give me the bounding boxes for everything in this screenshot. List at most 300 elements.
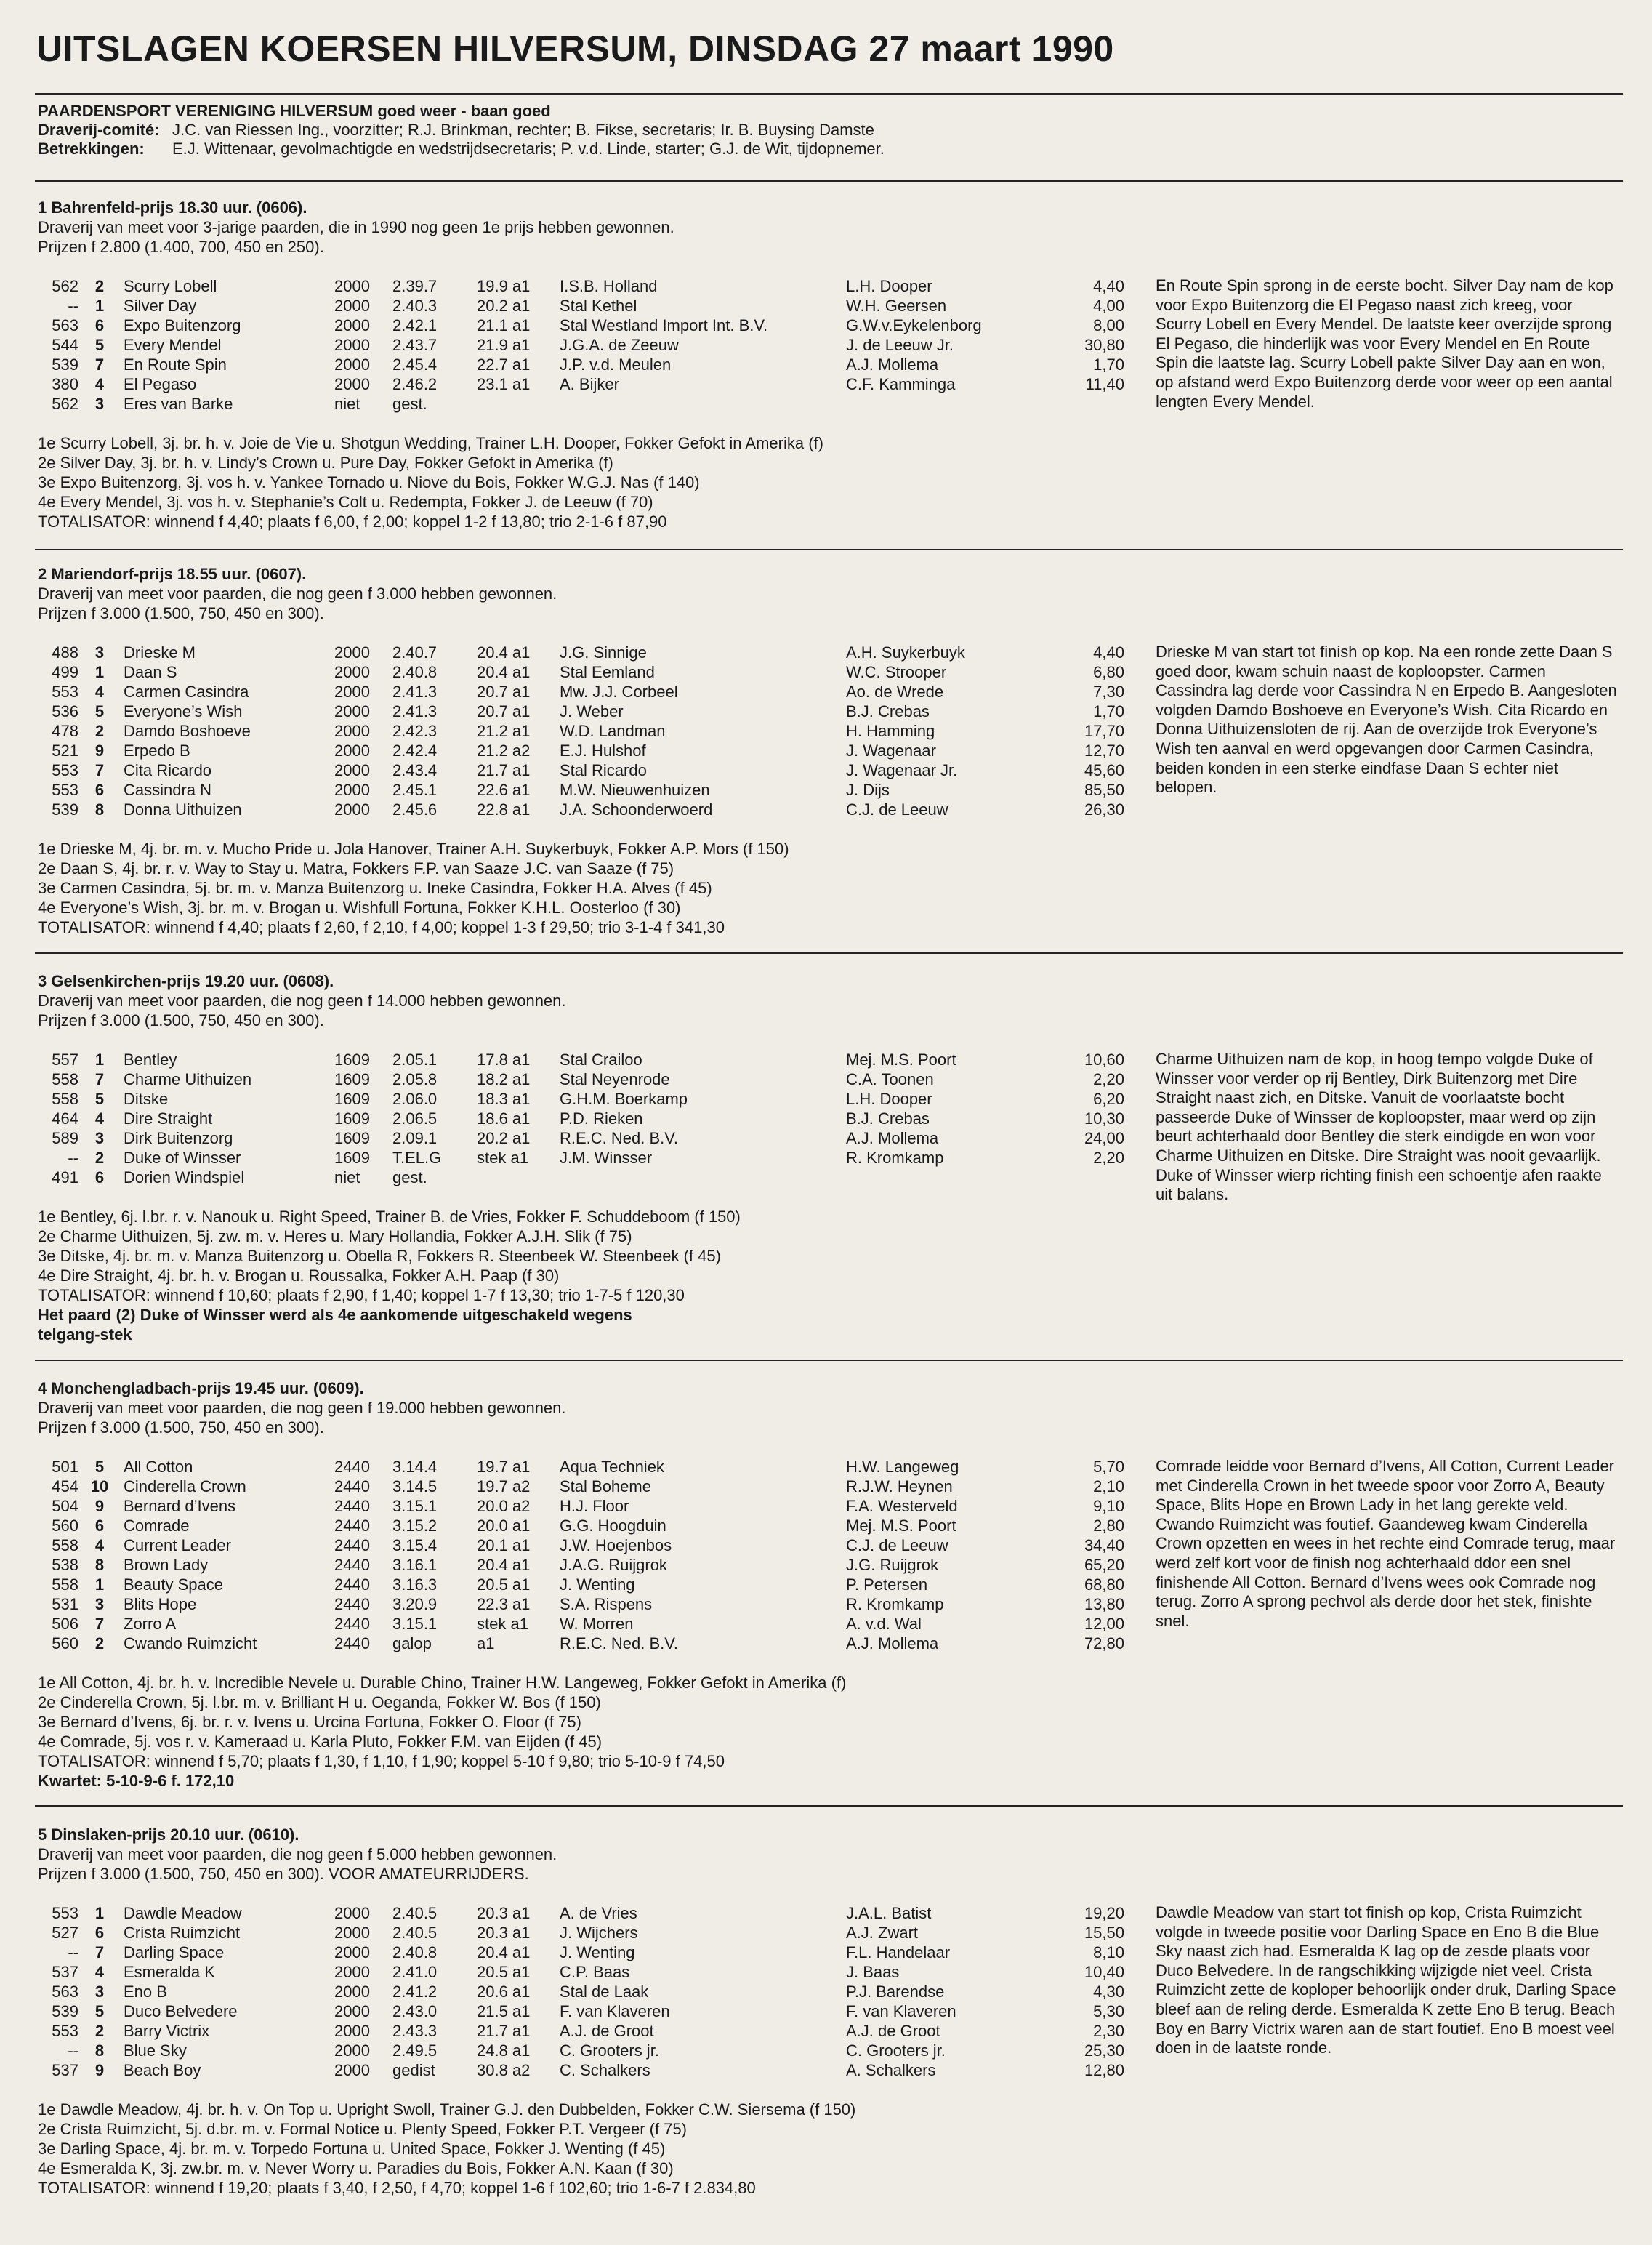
entry-owner: R.E.C. Ned. B.V.: [560, 1129, 679, 1147]
entry-prev: 558: [52, 1090, 78, 1108]
entry-driver: H. Hamming: [846, 722, 935, 740]
entry-odds: 6,80: [1093, 663, 1124, 681]
entry-name: Blue Sky: [124, 2041, 187, 2060]
entry-name: Bentley: [124, 1051, 177, 1069]
entry-time: 2.40.3: [392, 297, 438, 315]
entry-row: [38, 2060, 1622, 2080]
entry-dist: 1609: [334, 1070, 370, 1088]
entry-prev: 563: [52, 316, 78, 334]
entry-time: 2.41.3: [392, 702, 438, 720]
entry-time: 3.15.4: [392, 1536, 438, 1554]
entry-red: 20.2 a1: [477, 1129, 531, 1147]
entry-dist: 2000: [334, 643, 370, 662]
race-description: Draverij van meet voor paarden, die nog geen f 19.000 hebben gewonnen.: [38, 1399, 566, 1417]
race-prizes: Prijzen f 3.000 (1.500, 750, 450 en 300).: [38, 1011, 324, 1029]
entry-red: 20.3 a1: [477, 1904, 531, 1922]
entry-red: 20.0 a1: [477, 1517, 531, 1535]
notice-line: telgang-stek: [38, 1325, 132, 1344]
entry-driver: J. Baas: [846, 1963, 900, 1981]
entry-row: [38, 1634, 1622, 1653]
entry-name: Crista Ruimzicht: [124, 1924, 241, 1942]
entry-driver: R. Kromkamp: [846, 1595, 944, 1613]
entry-prev: 539: [52, 356, 78, 374]
entry-time: 3.16.3: [392, 1575, 438, 1594]
entry-name: Everyone’s Wish: [124, 702, 243, 720]
entry-dist: 2000: [334, 683, 370, 701]
entry-no: 5: [94, 336, 105, 354]
race-title: 5 Dinslaken-prijs 20.10 uur. (0610).: [38, 1826, 299, 1844]
entry-name: Drieske M: [124, 643, 196, 662]
entry-no: 4: [94, 375, 105, 393]
entries-table: [38, 643, 1622, 819]
entry-odds: 85,50: [1084, 781, 1124, 799]
entry-red: 18.3 a1: [477, 1090, 531, 1108]
race-5: [38, 1825, 1622, 2198]
meeting-organizer: PAARDENSPORT VERENIGING HILVERSUM goed weer - baan goed: [38, 102, 551, 120]
entry-red: 20.5 a1: [477, 1575, 531, 1594]
entry-owner: J.G.A. de Zeeuw: [560, 336, 679, 354]
entry-no: 10: [90, 1477, 109, 1495]
entry-owner: Stal Eemland: [560, 663, 655, 681]
entry-owner: J.P. v.d. Meulen: [560, 356, 672, 374]
entry-dist: 2000: [334, 2002, 370, 2020]
entry-name: Blits Hope: [124, 1595, 197, 1613]
entry-dist: niet: [334, 395, 360, 413]
entry-dist: 2000: [334, 277, 370, 295]
entry-time: 2.42.4: [392, 742, 438, 760]
entry-prev: 504: [52, 1497, 78, 1515]
divider: [35, 1805, 1623, 1807]
entry-driver: A.J. Mollema: [846, 356, 939, 374]
entry-odds: 5,70: [1093, 1458, 1124, 1476]
entry-owner: Mw. J.J. Corbeel: [560, 683, 678, 701]
race-prizes: Prijzen f 3.000 (1.500, 750, 450 en 300).: [38, 1418, 324, 1437]
entry-owner: Stal Ricardo: [560, 761, 647, 779]
entry-driver: A.J. Mollema: [846, 1634, 939, 1652]
entry-prev: 506: [52, 1615, 78, 1633]
entry-red: 21.2 a1: [477, 722, 531, 740]
entry-red: 20.5 a1: [477, 1963, 531, 1981]
entry-owner: W.D. Landman: [560, 722, 666, 740]
entry-odds: 12,70: [1084, 742, 1124, 760]
entry-owner: G.H.M. Boerkamp: [560, 1090, 688, 1108]
entry-odds: 1,70: [1093, 356, 1124, 374]
entry-driver: B.J. Crebas: [846, 1109, 930, 1128]
entry-red: 19.9 a1: [477, 277, 531, 295]
placing-line: 1e Dawdle Meadow, 4j. br. h. v. On Top u. Upright Swoll, Trainer G.J. den Dubbelden, Fokker C.W. Siersema (f 150): [38, 2100, 856, 2119]
entry-no: 8: [94, 800, 105, 819]
entry-odds: 34,40: [1084, 1536, 1124, 1554]
entry-red: stek a1: [477, 1615, 528, 1633]
entry-owner: Stal Kethel: [560, 297, 637, 315]
entry-owner: Stal Crailoo: [560, 1051, 642, 1069]
entry-odds: 4,40: [1093, 643, 1124, 662]
entry-time: 2.06.0: [392, 1090, 438, 1108]
entry-red: 20.7 a1: [477, 702, 531, 720]
entry-driver: Mej. M.S. Poort: [846, 1051, 956, 1069]
entry-dist: 2000: [334, 1924, 370, 1942]
entry-name: Duco Belvedere: [124, 2002, 238, 2020]
entry-prev: --: [68, 1149, 78, 1167]
entry-time: 3.15.1: [392, 1615, 438, 1633]
entry-odds: 8,10: [1093, 1943, 1124, 1961]
entry-name: Duke of Winsser: [124, 1149, 241, 1167]
entry-time: 2.40.8: [392, 1943, 438, 1961]
entry-dist: 2000: [334, 375, 370, 393]
entry-driver: G.W.v.Eykelenborg: [846, 316, 982, 334]
entry-driver: R.J.W. Heynen: [846, 1477, 953, 1495]
entry-dist: 2000: [334, 702, 370, 720]
entry-owner: P.D. Rieken: [560, 1109, 643, 1128]
entry-prev: 553: [52, 781, 78, 799]
entry-owner: G.G. Hoogduin: [560, 1517, 666, 1535]
entry-name: Donna Uithuizen: [124, 800, 242, 819]
entry-odds: 1,70: [1093, 702, 1124, 720]
entry-no: 6: [94, 1517, 105, 1535]
entry-no: 9: [94, 742, 105, 760]
comite-text: J.C. van Riessen Ing., voorzitter; R.J. Brinkman, rechter; B. Fikse, secretaris; Ir. B. Buysing Damste: [172, 121, 874, 139]
entry-red: 21.1 a1: [477, 316, 531, 334]
comite-line: [38, 121, 885, 140]
entry-odds: 9,10: [1093, 1497, 1124, 1515]
entry-no: 2: [94, 1149, 105, 1167]
placing-line: 3e Darling Space, 4j. br. m. v. Torpedo Fortuna u. United Space, Fokker J. Wenting (f 45): [38, 2140, 666, 2158]
entry-no: 5: [94, 2002, 105, 2020]
entry-time: 3.15.1: [392, 1497, 438, 1515]
entry-no: 1: [94, 297, 105, 315]
entry-dist: 2440: [334, 1595, 370, 1613]
entry-red: 22.6 a1: [477, 781, 531, 799]
entry-no: 2: [94, 2022, 105, 2040]
entry-odds: 2,80: [1093, 1517, 1124, 1535]
placing-line: 4e Comrade, 5j. vos r. v. Kameraad u. Karla Pluto, Fokker F.M. van Eijden (f 45): [38, 1732, 603, 1751]
race-commentary: Comrade leidde voor Bernard d’Ivens, All Cotton, Current Leader met Cinderella Crown in het tweede spoor voor Zorro A, Beauty Space, Blits Hope en Brown Lady in het lang gerekte veld. Cwando Ruimzicht was foutief. Gaandeweg kwam Cinderella Crown opzetten en wees in het rechte eind Comrade terug, maar werd zelf kort voor de finish nog achterhaald ddor een snel finishende All Cotton. Bernard d’Ivens wees ook Comrade nog terug. Zorro A sprong pechvol als derde door het stek, finishte snel.: [1156, 1457, 1616, 1630]
entry-name: Cwando Ruimzicht: [124, 1634, 257, 1652]
entry-owner: Aqua Techniek: [560, 1458, 664, 1476]
entry-owner: J.G. Sinnige: [560, 643, 647, 662]
entry-no: 4: [94, 1109, 105, 1128]
entry-driver: A.J. Mollema: [846, 1129, 939, 1147]
entry-odds: 2,20: [1093, 1070, 1124, 1088]
entry-no: 2: [94, 722, 105, 740]
placing-line: 2e Silver Day, 3j. br. h. v. Lindy’s Crown u. Pure Day, Fokker Gefokt in Amerika (f): [38, 454, 613, 472]
entry-no: 5: [94, 702, 105, 720]
entry-time: 3.14.5: [392, 1477, 438, 1495]
entry-name: Barry Victrix: [124, 2022, 210, 2040]
divider: [35, 1360, 1623, 1361]
entry-name: Eres van Barke: [124, 395, 233, 413]
entry-time: 2.43.4: [392, 761, 438, 779]
entry-no: 1: [94, 1575, 105, 1594]
betrekkingen-label: Betrekkingen:: [38, 140, 145, 158]
race-title: 3 Gelsenkirchen-prijs 19.20 uur. (0608).: [38, 972, 334, 990]
entry-red: 23.1 a1: [477, 375, 531, 393]
entry-red: 19.7 a1: [477, 1458, 531, 1476]
entry-time: 2.40.5: [392, 1924, 438, 1942]
entry-driver: A. v.d. Wal: [846, 1615, 922, 1633]
entry-owner: J.W. Hoejenbos: [560, 1536, 672, 1554]
entry-dist: 2000: [334, 297, 370, 315]
entry-dist: 2440: [334, 1575, 370, 1594]
entry-no: 2: [94, 277, 105, 295]
entry-time: 2.49.5: [392, 2041, 438, 2060]
race-4: [38, 1378, 1622, 1791]
entry-name: Eno B: [124, 1983, 167, 2001]
placing-line: TOTALISATOR: winnend f 4,40; plaats f 6,00, f 2,00; koppel 1-2 f 13,80; trio 2-1-6 f 87,90: [38, 513, 667, 531]
entry-dist: 2000: [334, 781, 370, 799]
entry-prev: 501: [52, 1458, 78, 1476]
entry-dist: 1609: [334, 1129, 370, 1147]
entry-owner: A. de Vries: [560, 1904, 637, 1922]
entry-driver: W.H. Geersen: [846, 297, 947, 315]
entry-odds: 12,00: [1084, 1615, 1124, 1633]
entry-prev: 491: [52, 1168, 78, 1186]
entry-prev: 539: [52, 800, 78, 819]
entry-time: gest.: [392, 395, 427, 413]
entry-owner: H.J. Floor: [560, 1497, 629, 1515]
entry-time: 2.45.1: [392, 781, 438, 799]
entry-odds: 68,80: [1084, 1575, 1124, 1594]
entry-red: 18.6 a1: [477, 1109, 531, 1128]
race-description: Draverij van meet voor paarden, die nog geen f 3.000 hebben gewonnen.: [38, 585, 557, 603]
placing-line: 4e Every Mendel, 3j. vos h. v. Stephanie’s Colt u. Redempta, Fokker J. de Leeuw (f 70): [38, 493, 653, 511]
race-prizes: Prijzen f 3.000 (1.500, 750, 450 en 300). VOOR AMATEURRIJDERS.: [38, 1865, 529, 1883]
entry-prev: 521: [52, 742, 78, 760]
entry-prev: 527: [52, 1924, 78, 1942]
entry-dist: 2000: [334, 336, 370, 354]
placing-line: 1e Scurry Lobell, 3j. br. h. v. Joie de Vie u. Shotgun Wedding, Trainer L.H. Dooper, Fokker Gefokt in Amerika (f): [38, 434, 823, 452]
entry-driver: A.J. Zwart: [846, 1924, 919, 1942]
entry-owner: C.P. Baas: [560, 1963, 630, 1981]
entry-owner: A.J. de Groot: [560, 2022, 654, 2040]
race-commentary: Drieske M van start tot finish op kop. Na een ronde zette Daan S goed door, kwam schuin naast de koploopster. Carmen Cassindra lag derde voor Cassindra N en Erpedo B. Aangesloten volgden Damdo Boshoeve en Everyone’s Wish. Cita Ricardo en Donna Uithuizensloten de rij. Aan de overzijde trok Everyone’s Wish ten aanval en werd opgevangen door Carmen Casindra, beiden konden in een sterke eindfase Daan S echter niet belopen.: [1156, 643, 1617, 797]
entry-odds: 4,40: [1093, 277, 1124, 295]
placings-block: [38, 1673, 1622, 1791]
entry-time: 3.16.1: [392, 1556, 438, 1574]
race-commentary: Charme Uithuizen nam de kop, in hoog tempo volgde Duke of Winsser voor verder op rij Bentley, Dirk Buitenzorg met Dire Straight naast zich, en Ditske. Vanuit de voorlaatste bocht passeerde Duke of Winsser de koploopster, maar werd op zijn beurt achterhaald door Bentley die sterk eindigde en won voor Charme Uithuizen en Ditske. Dire Straight was nooit gevaarlijk. Duke of Winsser wierp richting finish een schoentje afen raakte uit balans.: [1156, 1050, 1602, 1204]
entry-name: Cassindra N: [124, 781, 212, 799]
entry-driver: Mej. M.S. Poort: [846, 1517, 956, 1535]
entry-no: 3: [94, 395, 105, 413]
entry-prev: 380: [52, 375, 78, 393]
entry-dist: 1609: [334, 1090, 370, 1108]
placing-line: 3e Bernard d’Ivens, 6j. br. r. v. Ivens u. Urcina Fortuna, Fokker O. Floor (f 75): [38, 1713, 581, 1731]
entry-time: 2.06.5: [392, 1109, 438, 1128]
entry-odds: 2,10: [1093, 1477, 1124, 1495]
entry-owner: J.A.G. Ruijgrok: [560, 1556, 667, 1574]
entry-red: 20.4 a1: [477, 1556, 531, 1574]
entry-red: 30.8 a2: [477, 2061, 531, 2079]
entry-odds: 26,30: [1084, 800, 1124, 819]
entry-dist: 2000: [334, 1983, 370, 2001]
entry-name: Expo Buitenzorg: [124, 316, 241, 334]
entry-time: 2.05.1: [392, 1051, 438, 1069]
race-3: [38, 971, 1622, 1344]
entry-name: Beauty Space: [124, 1575, 223, 1594]
entry-dist: 1609: [334, 1149, 370, 1167]
placing-line: 3e Expo Buitenzorg, 3j. vos h. v. Yankee Tornado u. Niove du Bois, Fokker W.G.J. Nas (f 140): [38, 473, 700, 491]
entry-prev: 562: [52, 395, 78, 413]
entry-dist: 2000: [334, 663, 370, 681]
entry-name: Cita Ricardo: [124, 761, 212, 779]
entry-owner: C. Schalkers: [560, 2061, 650, 2079]
race-title: 1 Bahrenfeld-prijs 18.30 uur. (0606).: [38, 198, 307, 217]
entry-driver: A.J. de Groot: [846, 2022, 940, 2040]
placing-line: TOTALISATOR: winnend f 19,20; plaats f 3,40, f 2,50, f 4,70; koppel 1-6 f 102,60; trio 1-6-7 f 2.834,80: [38, 2179, 756, 2197]
entry-prev: 562: [52, 277, 78, 295]
entry-no: 1: [94, 1904, 105, 1922]
placing-line: 1e Bentley, 6j. l.br. r. v. Nanouk u. Right Speed, Trainer B. de Vries, Fokker F. Schuddeboom (f 150): [38, 1208, 741, 1226]
race-prizes: Prijzen f 3.000 (1.500, 750, 450 en 300).: [38, 604, 324, 622]
entry-no: 2: [94, 1634, 105, 1652]
entry-red: 20.2 a1: [477, 297, 531, 315]
entry-odds: 11,40: [1085, 375, 1124, 393]
entry-name: Zorro A: [124, 1615, 177, 1633]
entry-red: 20.3 a1: [477, 1924, 531, 1942]
entry-dist: 2440: [334, 1517, 370, 1535]
entry-owner: Stal Neyenrode: [560, 1070, 670, 1088]
entry-dist: 2440: [334, 1477, 370, 1495]
entry-dist: 2000: [334, 2061, 370, 2079]
entry-odds: 7,30: [1093, 683, 1124, 701]
entry-name: All Cotton: [124, 1458, 193, 1476]
entry-name: Dorien Windspiel: [124, 1168, 245, 1186]
entry-no: 3: [94, 1129, 105, 1147]
entries-table: [38, 1457, 1622, 1653]
entry-name: Erpedo B: [124, 742, 190, 760]
entry-no: 1: [94, 663, 105, 681]
entry-no: 3: [94, 643, 105, 662]
entry-odds: 30,80: [1084, 336, 1124, 354]
entry-odds: 6,20: [1093, 1090, 1124, 1108]
entry-name: Damdo Boshoeve: [124, 722, 251, 740]
entry-owner: A. Bijker: [560, 375, 619, 393]
entry-no: 3: [94, 1595, 105, 1613]
entry-owner: F. van Klaveren: [560, 2002, 670, 2020]
entry-no: 4: [94, 683, 105, 701]
entry-prev: 563: [52, 1983, 78, 2001]
entry-no: 4: [94, 1963, 105, 1981]
entry-red: 20.4 a1: [477, 643, 531, 662]
entry-time: 2.39.7: [392, 277, 438, 295]
entry-odds: 13,80: [1084, 1595, 1124, 1613]
entry-dist: 1609: [334, 1051, 370, 1069]
entry-prev: 499: [52, 663, 78, 681]
entry-driver: B.J. Crebas: [846, 702, 930, 720]
entry-time: 2.40.8: [392, 663, 438, 681]
entry-no: 8: [94, 1556, 105, 1574]
entries-table: [38, 276, 1622, 414]
divider: [35, 93, 1623, 95]
entry-driver: J.A.L. Batist: [846, 1904, 932, 1922]
betrekkingen-line: [38, 140, 885, 158]
entry-owner: J.A. Schoonderwoerd: [560, 800, 713, 819]
entry-name: En Route Spin: [124, 356, 227, 374]
entry-time: 2.46.2: [392, 375, 438, 393]
entry-name: Dawdle Meadow: [124, 1904, 242, 1922]
entry-driver: R. Kromkamp: [846, 1149, 944, 1167]
placings-block: [38, 1207, 1622, 1344]
entry-red: 20.4 a1: [477, 663, 531, 681]
entry-time: 2.45.6: [392, 800, 438, 819]
entry-odds: 25,30: [1084, 2041, 1124, 2060]
entry-prev: 553: [52, 683, 78, 701]
entry-name: Current Leader: [124, 1536, 231, 1554]
entry-no: 3: [94, 1983, 105, 2001]
placing-line: TOTALISATOR: winnend f 5,70; plaats f 1,30, f 1,10, f 1,90; koppel 5-10 f 9,80; trio 5-10-9 f 74,50: [38, 1752, 725, 1770]
entry-name: Carmen Casindra: [124, 683, 249, 701]
entry-no: 9: [94, 1497, 105, 1515]
placing-line: 4e Esmeralda K, 3j. zw.br. m. v. Never Worry u. Paradies du Bois, Fokker A.N. Kaan (f 30): [38, 2159, 674, 2177]
entry-red: 17.8 a1: [477, 1051, 531, 1069]
entry-odds: 8,00: [1093, 316, 1124, 334]
entry-red: 22.7 a1: [477, 356, 531, 374]
entry-time: gedist: [392, 2061, 435, 2079]
entry-dist: 2000: [334, 761, 370, 779]
entry-red: 24.8 a1: [477, 2041, 531, 2060]
page-title: UITSLAGEN KOERSEN HILVERSUM, DINSDAG 27 maart 1990: [36, 28, 1114, 69]
entry-prev: 560: [52, 1634, 78, 1652]
entry-prev: 589: [52, 1129, 78, 1147]
placings-block: [38, 839, 1622, 937]
race-prizes: Prijzen f 2.800 (1.400, 700, 450 en 250).: [38, 238, 324, 256]
race-1: [38, 198, 1622, 531]
entry-time: 2.42.3: [392, 722, 438, 740]
entry-driver: C.A. Toonen: [846, 1070, 934, 1088]
placings-block: [38, 433, 1622, 531]
entry-red: 21.5 a1: [477, 2002, 531, 2020]
entry-prev: --: [68, 1943, 78, 1961]
divider: [35, 180, 1623, 182]
entry-driver: L.H. Dooper: [846, 277, 932, 295]
entry-no: 6: [94, 316, 105, 334]
entry-driver: J. Dijs: [846, 781, 890, 799]
entry-red: 20.1 a1: [477, 1536, 531, 1554]
entry-time: 2.43.0: [392, 2002, 438, 2020]
entry-no: 8: [94, 2041, 105, 2060]
entry-no: 5: [94, 1090, 105, 1108]
entry-prev: 531: [52, 1595, 78, 1613]
entry-odds: 65,20: [1084, 1556, 1124, 1574]
entry-odds: 10,60: [1084, 1051, 1124, 1069]
entry-red: 21.2 a2: [477, 742, 531, 760]
entry-dist: 2000: [334, 722, 370, 740]
entry-odds: 45,60: [1084, 761, 1124, 779]
entry-prev: 558: [52, 1536, 78, 1554]
entry-name: Charme Uithuizen: [124, 1070, 252, 1088]
entry-owner: Stal de Laak: [560, 1983, 649, 2001]
entry-prev: 557: [52, 1051, 78, 1069]
entry-red: 21.7 a1: [477, 2022, 531, 2040]
entry-odds: 2,20: [1093, 1149, 1124, 1167]
entry-no: 4: [94, 1536, 105, 1554]
entry-red: 20.7 a1: [477, 683, 531, 701]
meeting-header: [38, 102, 885, 158]
entry-owner: Stal Boheme: [560, 1477, 651, 1495]
entry-driver: A.H. Suykerbuyk: [846, 643, 965, 662]
entry-dist: 2440: [334, 1497, 370, 1515]
entry-red: 19.7 a2: [477, 1477, 531, 1495]
entry-prev: 454: [52, 1477, 78, 1495]
entry-dist: 2000: [334, 2041, 370, 2060]
entry-name: Scurry Lobell: [124, 277, 217, 295]
entry-dist: 2000: [334, 800, 370, 819]
entry-owner: M.W. Nieuwenhuizen: [560, 781, 710, 799]
entry-prev: 558: [52, 1070, 78, 1088]
entry-odds: 10,40: [1084, 1963, 1124, 1981]
entry-no: 7: [94, 1070, 105, 1088]
entry-owner: J. Wenting: [560, 1575, 635, 1594]
